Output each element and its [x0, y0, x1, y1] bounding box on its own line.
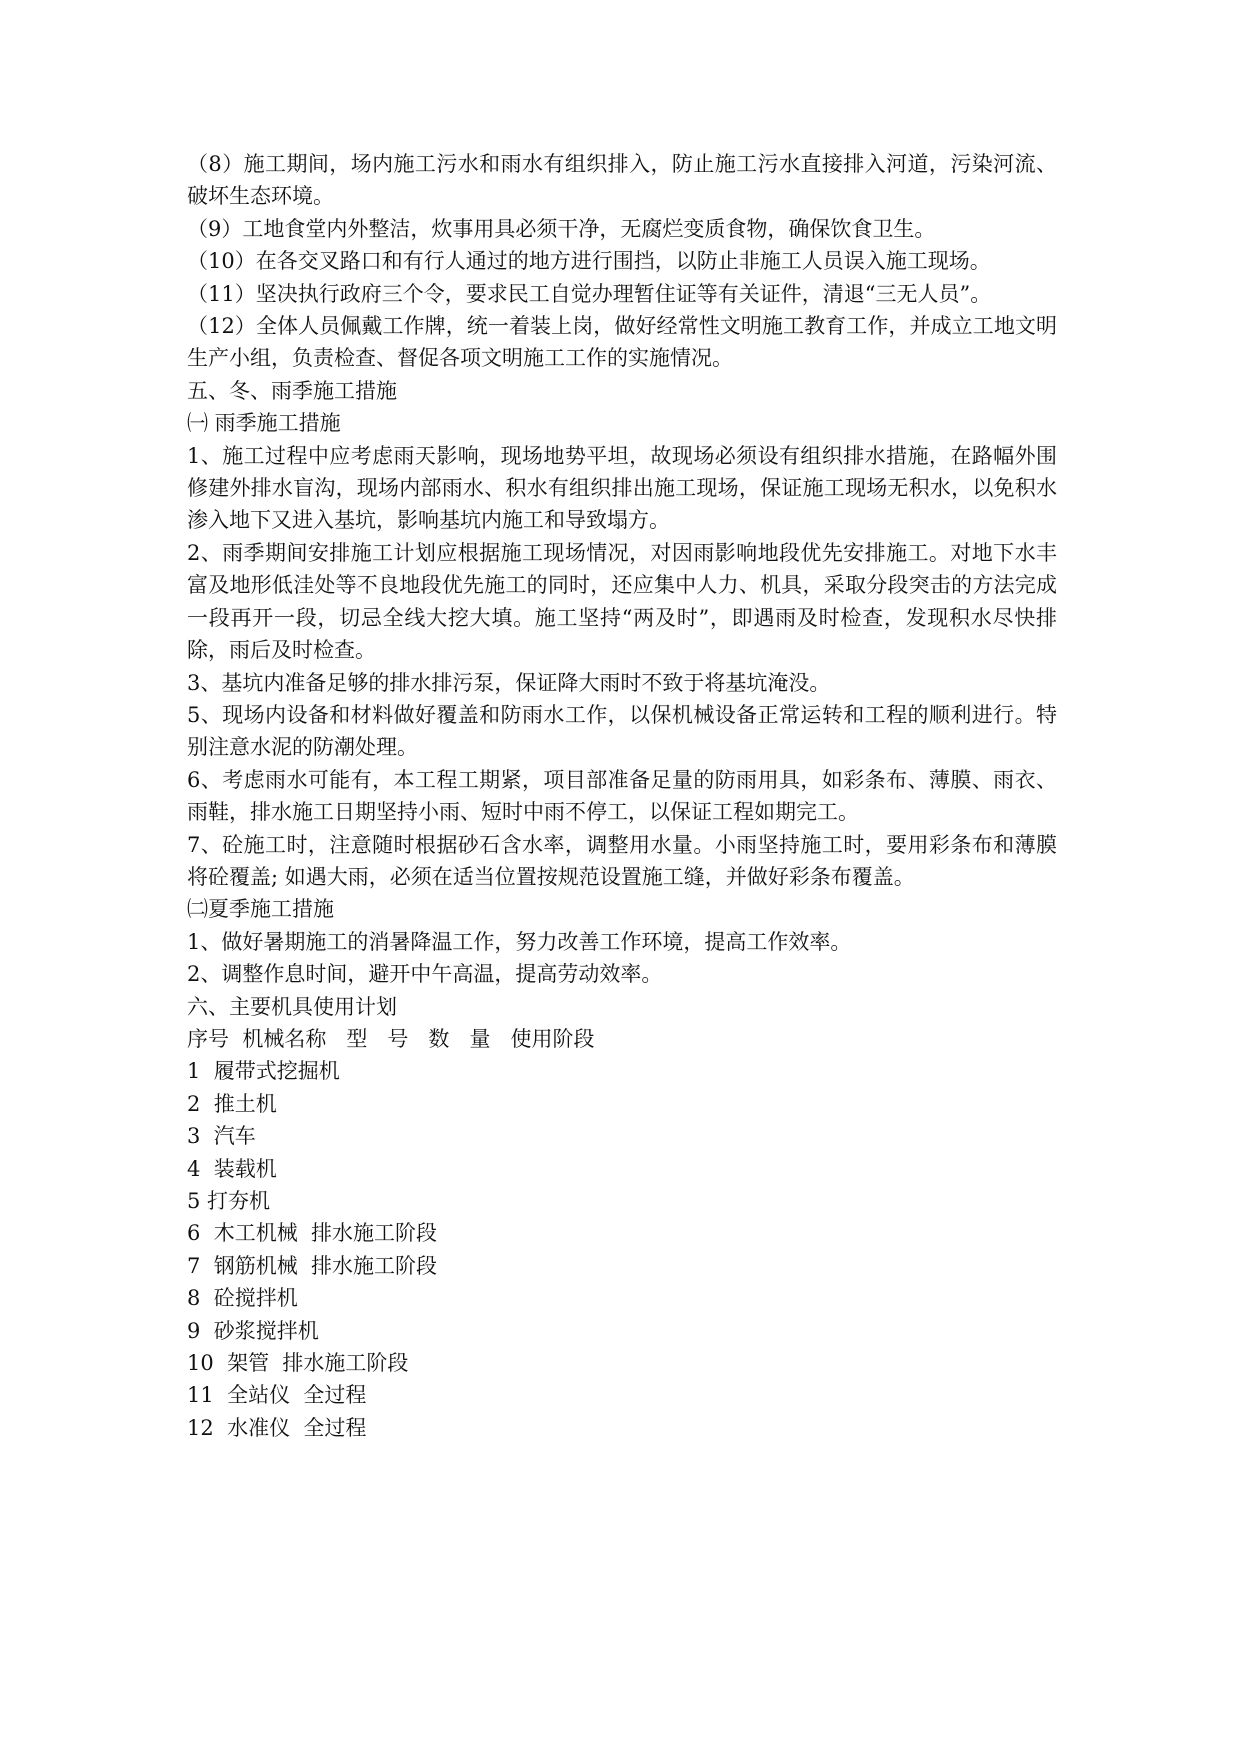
equipment-row: 6 木工机械 排水施工阶段 [187, 1221, 438, 1246]
paragraph-item-9: （9）工地食堂内外整洁，炊事用具必须干净，无腐烂变质食物，确保饮食卫生。 [187, 216, 936, 241]
rainy-measure-7: 7、砼施工时，注意随时根据砂石含水率，调整用水量。小雨坚持施工时，要用彩条布和薄膜将砼覆盖; 如遇大雨，必须在适当位置按规范设置施工缝，并做好彩条布覆盖。 [187, 832, 1057, 889]
subsection-heading-summer: ㈡夏季施工措施 [187, 897, 334, 922]
summer-measure-1: 1、做好暑期施工的消暑降温工作，努力改善工作环境，提高工作效率。 [187, 929, 852, 954]
paragraph-item-10: （10）在各交叉路口和有行人通过的地方进行围挡，以防止非施工人员误入施工现场。 [187, 249, 991, 274]
equipment-row: 5 打夯机 [187, 1189, 271, 1213]
equipment-row: 12 水准仪 全过程 [187, 1415, 367, 1440]
paragraph-item-12: （12）全体人员佩戴工作牌，统一着装上岗，做好经常性文明施工教育工作，并成立工地文明生产小组，负责检查、督促各项文明施工工作的实施情况。 [187, 314, 1057, 371]
equipment-row: 10 架管 排水施工阶段 [187, 1351, 409, 1376]
rainy-measure-1: 1、施工过程中应考虑雨天影响，现场地势平坦，故现场必须设有组织排水措施，在路幅外围修建外排水盲沟，现场内部雨水、积水有组织排出施工现场，保证施工现场无积水，以免积水渗入地下又进入基坑，影响基坑内施工和导致塌方。 [187, 443, 1057, 533]
rainy-measure-3: 3、基坑内准备足够的排水排污泵，保证降大雨时不致于将基坑淹没。 [187, 670, 831, 695]
rainy-measure-6: 6、考虑雨水可能有，本工程工期紧，项目部准备足量的防雨用具，如彩条布、薄膜、雨衣、雨鞋，排水施工日期坚持小雨、短时中雨不停工，以保证工程如期完工。 [187, 767, 1057, 825]
equipment-row: 2 推土机 [187, 1091, 277, 1116]
equipment-header: 序号 机械名称 型 号 数 量 使用阶段 [187, 1026, 595, 1051]
paragraph-item-8: （8）施工期间，场内施工污水和雨水有组织排入，防止施工污水直接排入河道，污染河流、破坏生态环境。 [187, 152, 1057, 209]
rainy-measure-2: 2、雨季期间安排施工计划应根据施工现场情况，对因雨影响地段优先安排施工。对地下水丰富及地形低洼处等不良地段优先施工的同时，还应集中人力、机具，采取分段突击的方法完成一段再开一段，切忌全线大挖大填。施工坚持“两及时”，即遇雨及时检查，发现积水尽快排除，雨后及时检查。 [187, 540, 1057, 663]
equipment-row: 7 钢筋机械 排水施工阶段 [187, 1253, 438, 1278]
equipment-row: 11 全站仪 全过程 [187, 1383, 367, 1408]
equipment-row: 9 砂浆搅拌机 [187, 1318, 319, 1343]
paragraph-item-11: （11）坚决执行政府三个令，要求民工自觉办理暂住证等有关证件，清退“三无人员”。 [187, 281, 992, 306]
document-body [187, 148, 1057, 1444]
equipment-row: 4 装载机 [187, 1156, 277, 1181]
rainy-measure-5: 5、现场内设备和材料做好覆盖和防雨水工作，以保机械设备正常运转和工程的顺利进行。特别注意水泥的防潮处理。 [187, 702, 1057, 760]
equipment-row: 8 砼搅拌机 [187, 1286, 298, 1311]
equipment-row: 1 履带式挖掘机 [187, 1059, 340, 1084]
equipment-row: 3 汽车 [187, 1124, 256, 1149]
summer-measure-2: 2、调整作息时间，避开中午高温，提高劳动效率。 [187, 962, 663, 987]
subsection-heading-rainy: ㈠ 雨季施工措施 [187, 411, 341, 436]
section-heading-5: 五、冬、雨季施工措施 [187, 378, 397, 403]
section-heading-6: 六、主要机具使用计划 [187, 994, 397, 1019]
